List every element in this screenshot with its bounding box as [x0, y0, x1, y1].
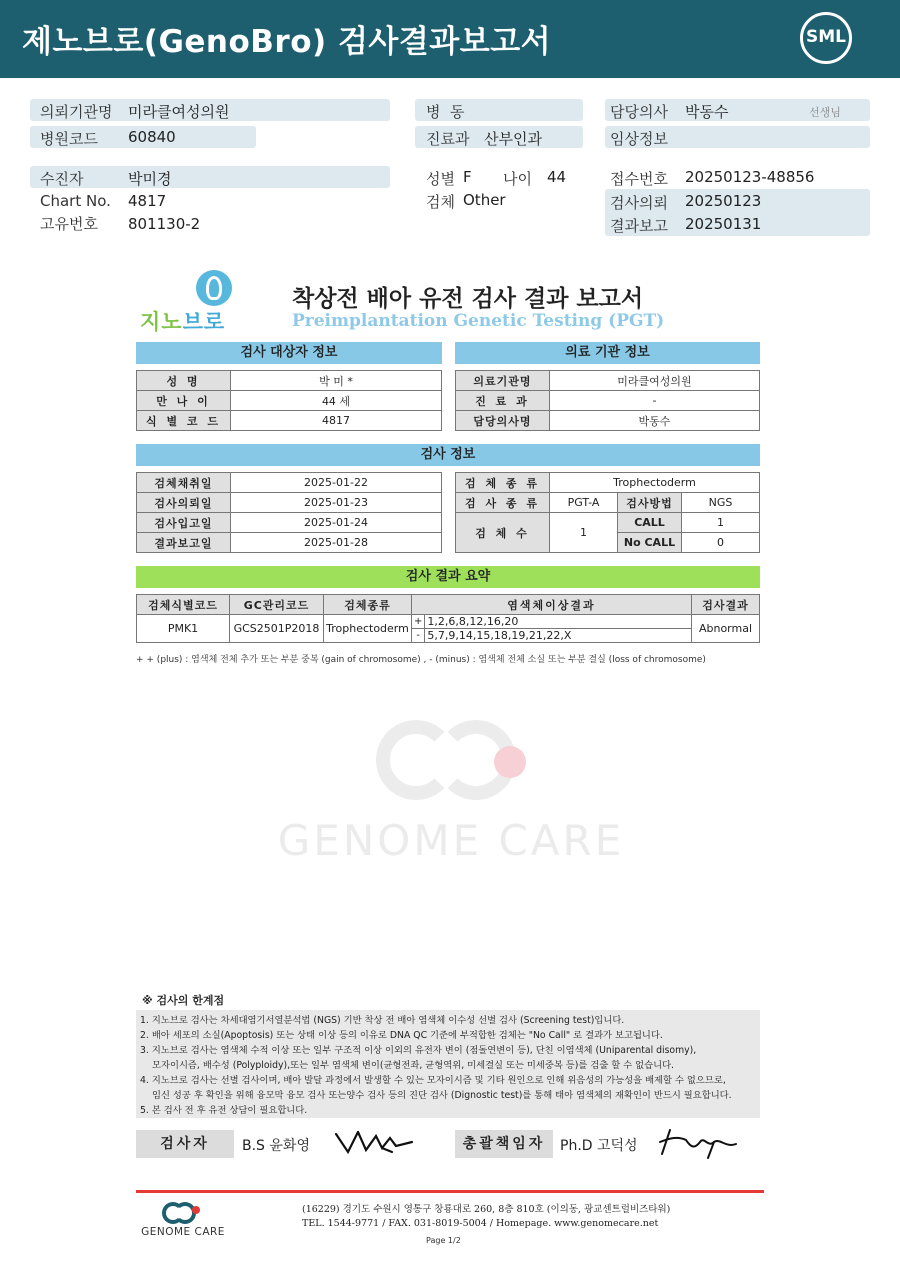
- doctor-value: 박동수: [685, 103, 729, 121]
- date-value: 2025-01-28: [231, 533, 442, 553]
- director-label: 총괄책임자: [455, 1130, 553, 1158]
- date-label: 검체채취일: [137, 473, 231, 493]
- method-value: NGS: [682, 493, 760, 513]
- dept-label: 진료과: [426, 130, 470, 148]
- director-name: Ph.D 고덕성: [560, 1138, 638, 1154]
- column-header: 검체식별코드: [137, 595, 230, 615]
- subject-code-label: 식 별 코 드: [137, 411, 231, 431]
- subject-name-value: 박 미 *: [231, 371, 442, 391]
- call-label: CALL: [618, 513, 682, 533]
- column-header: 검사결과: [692, 595, 760, 615]
- doctor-suffix: 선생님: [809, 106, 841, 119]
- sex-value: F: [463, 168, 472, 186]
- minus-chromosomes: 5,7,9,14,15,18,19,21,22,X: [425, 629, 692, 643]
- summary-header: 검사 결과 요약: [136, 566, 760, 588]
- report-value: 20250131: [685, 215, 762, 233]
- institution-header: 의료 기관 정보: [455, 342, 760, 364]
- column-header: 염색체이상결과: [412, 595, 692, 615]
- subject-name-label: 성 명: [137, 371, 231, 391]
- chart-value: 4817: [128, 192, 167, 210]
- table-row: [456, 513, 760, 533]
- institution-name-label: 의료기관명: [456, 371, 550, 391]
- hospital-code-value: 60840: [128, 128, 176, 146]
- tester-name: B.S 윤화영: [242, 1138, 310, 1154]
- report-label: 결과보고: [610, 217, 668, 235]
- institution-doctor-value: 박동수: [550, 411, 760, 431]
- page-number: Page 1/2: [426, 1236, 461, 1245]
- table-row: [137, 473, 442, 493]
- request-label: 검사의뢰: [610, 194, 668, 212]
- limitation-item: 모자이시즘, 배수성 (Polyploidy),또는 일부 염색체 변이(균형전좌, 균형역위, 미세결실 또는 미세중복 등)를 검출 할 수 없습니다.: [152, 1060, 674, 1071]
- specimen-type-value: Trophectoderm: [550, 473, 760, 493]
- method-label: 검사방법: [618, 493, 682, 513]
- document-title: 제노브로(GenoBro) 검사결과보고서: [22, 24, 552, 60]
- test-dates-table: [136, 472, 442, 553]
- dept-value: 산부인과: [484, 130, 542, 148]
- patient-row: [30, 166, 390, 188]
- table-row: [137, 411, 442, 431]
- subject-table: [136, 370, 442, 431]
- id-label: 고유번호: [40, 215, 98, 233]
- clinical-label: 임상정보: [610, 130, 668, 148]
- institution-table: [455, 370, 760, 431]
- table-row: [456, 493, 760, 513]
- receipt-label: 접수번호: [610, 170, 668, 188]
- test-type-label: 검 사 종 류: [456, 493, 550, 513]
- footer-address: (16229) 경기도 수원시 영통구 창룡대로 260, 8층 810호 (이의동, 광교센트럴비즈타워): [302, 1204, 671, 1215]
- limitation-item: 1. 지노브로 검사는 차세대염기서열분석법 (NGS) 기반 착상 전 배아 염색체 이수성 선별 검사 (Screening test)입니다.: [140, 1015, 625, 1026]
- limitation-item: 3. 지노브로 검사는 염색체 수적 이상 또는 일부 구조적 이상 이외의 유전자 변이 (점돌연변이 등), 단친 이염색체 (Uniparental disomy),: [140, 1045, 697, 1056]
- summary-note: + + (plus) : 염색체 전체 추가 또는 부분 중복 (gain of chromosome) , - (minus) : 염색체 전체 소실 또는 부분 결실 (loss of chromosome): [136, 655, 706, 665]
- referring-label: 의뢰기관명: [40, 103, 113, 121]
- date-value: 2025-01-24: [231, 513, 442, 533]
- test-type-value: PGT-A: [550, 493, 618, 513]
- date-label: 검사입고일: [137, 513, 231, 533]
- subject-age-value: 44 세: [231, 391, 442, 411]
- test-specimen-table: [455, 472, 760, 553]
- minus-sign: -: [412, 629, 425, 643]
- table-row: [137, 391, 442, 411]
- table-row: [456, 473, 760, 493]
- limitation-item: 5. 본 검사 전 후 유전 상담이 필요합니다.: [140, 1105, 308, 1116]
- column-header: GC관리코드: [230, 595, 324, 615]
- genobro-logo: [140, 268, 250, 334]
- table-row: [456, 411, 760, 431]
- institution-dept-label: 진 료 과: [456, 391, 550, 411]
- limitation-item: 2. 배아 세포의 소실(Apoptosis) 또는 상태 이상 등의 이유로 DNA QC 기준에 부적합한 검체는 "No Call" 로 결과가 보고됩니다.: [140, 1030, 663, 1041]
- logo-text-b: 브로: [182, 310, 226, 334]
- specimen-code: PMK1: [137, 615, 230, 643]
- specimen-type-label: 검 체 종 류: [456, 473, 550, 493]
- gc-code: GCS2501P2018: [230, 615, 324, 643]
- subject-code-value: 4817: [231, 411, 442, 431]
- patient-value: 박미경: [128, 170, 172, 188]
- sex-label: 성별: [426, 170, 455, 188]
- receipt-value: 20250123-48856: [685, 168, 815, 186]
- plus-chromosomes: 1,2,6,8,12,16,20: [425, 615, 692, 629]
- hospital-code-label: 병원코드: [40, 130, 98, 148]
- table-row: [456, 371, 760, 391]
- genomecare-dot: [192, 1206, 200, 1214]
- date-label: 검사의뢰일: [137, 493, 231, 513]
- count-label: 검 체 수: [456, 513, 550, 553]
- subject-header: 검사 대상자 정보: [136, 342, 442, 364]
- footer-divider: [136, 1190, 764, 1193]
- date-label: 결과보고일: [137, 533, 231, 553]
- watermark: [276, 720, 626, 870]
- specimen-type: Trophectoderm: [324, 615, 412, 643]
- limitations-box: [136, 1010, 760, 1118]
- specimen-value: Other: [463, 191, 506, 209]
- table-row: [456, 391, 760, 411]
- genomecare-logo-text: GENOME CARE: [141, 1226, 225, 1238]
- doctor-label: 담당의사: [610, 103, 668, 121]
- nocall-label: No CALL: [618, 533, 682, 553]
- subject-age-label: 만 나 이: [137, 391, 231, 411]
- count-value: 1: [550, 513, 618, 553]
- date-value: 2025-01-22: [231, 473, 442, 493]
- plus-sign: +: [412, 615, 425, 629]
- chart-label: Chart No.: [40, 192, 111, 210]
- nocall-value: 0: [682, 533, 760, 553]
- footer-address-block: [302, 1203, 670, 1231]
- table-row: [137, 595, 760, 615]
- patient-label: 수진자: [40, 170, 84, 188]
- result-value: Abnormal: [692, 615, 760, 643]
- director-signature: [656, 1124, 740, 1160]
- table-row: [137, 493, 442, 513]
- limitation-item: 4. 지노브로 검사는 선별 검사이며, 배아 발달 과정에서 발생할 수 있는 모자이시즘 및 기타 원인으로 인해 위음성의 가능성을 배제할 수 없으므로,: [140, 1075, 726, 1086]
- sml-logo: [800, 12, 852, 64]
- footer-contact: TEL. 1544-9771 / FAX. 031-8019-5004 / Homepage. www.genomecare.net: [302, 1218, 659, 1229]
- table-row: [137, 513, 442, 533]
- column-header: 검체종류: [324, 595, 412, 615]
- dna-tube-icon: [196, 270, 232, 306]
- summary-table: [136, 594, 760, 643]
- table-row: [137, 533, 442, 553]
- referring-value: 미라클여성의원: [128, 103, 230, 121]
- table-row: [137, 371, 442, 391]
- age-value: 44: [547, 168, 567, 186]
- sml-logo-text: SML: [806, 27, 846, 47]
- request-value: 20250123: [685, 192, 762, 210]
- watermark-dot: [494, 746, 526, 778]
- id-value: 801130-2: [128, 215, 201, 233]
- tester-label: 검사자: [136, 1130, 234, 1158]
- institution-dept-value: -: [550, 391, 760, 411]
- test-info-header: 검사 정보: [136, 444, 760, 466]
- genomecare-logo: [136, 1200, 230, 1244]
- ward-label: 병 동: [426, 103, 465, 121]
- logo-text-a: 지노: [140, 310, 183, 334]
- institution-name-value: 미라클여성의원: [550, 371, 760, 391]
- report-subtitle: Preimplantation Genetic Testing (PGT): [292, 311, 665, 331]
- specimen-label: 검체: [426, 193, 455, 211]
- institution-doctor-label: 담당의사명: [456, 411, 550, 431]
- date-value: 2025-01-23: [231, 493, 442, 513]
- limitations-title: ※ 검사의 한계점: [142, 994, 225, 1007]
- report-title: 착상전 배아 유전 검사 결과 보고서: [292, 286, 644, 312]
- age-label: 나이: [503, 170, 532, 188]
- table-row: [137, 615, 760, 629]
- watermark-text: GENOME CARE: [277, 816, 625, 865]
- header-bar: [0, 0, 900, 78]
- call-value: 1: [682, 513, 760, 533]
- limitation-item: 임신 성공 후 확인을 위해 융모막 융모 검사 또는양수 검사 등의 진단 검사 (Dignostic test)를 통해 태아 염색체의 재확인이 반드시 필요합니다.: [152, 1090, 732, 1101]
- tester-signature: [332, 1126, 416, 1158]
